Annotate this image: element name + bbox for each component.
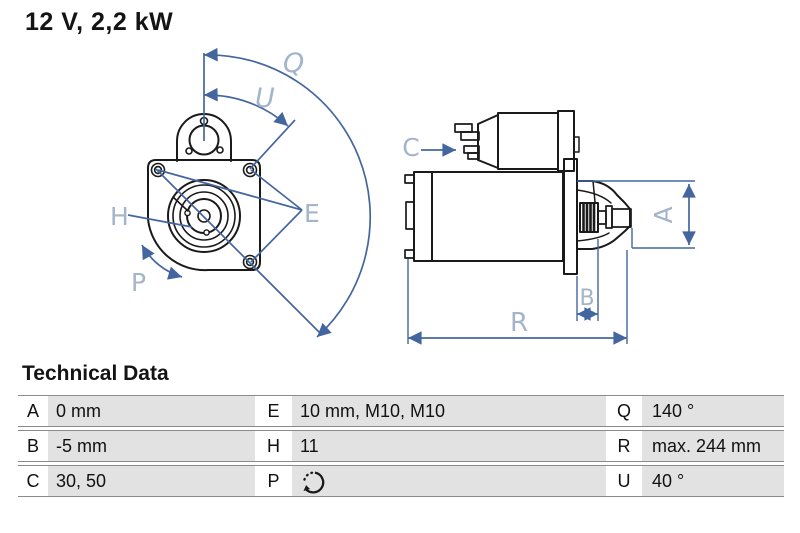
page-title: 12 V, 2,2 kW — [25, 8, 174, 36]
param-key-h: H — [255, 431, 292, 461]
dim-label-a: A — [649, 206, 678, 224]
front-view-dimensions — [128, 53, 370, 337]
param-value-p — [292, 466, 606, 496]
param-key-a: A — [18, 396, 48, 426]
dim-label-h: H — [110, 202, 129, 231]
dim-label-r: R — [509, 308, 529, 338]
param-value-a: 0 mm — [48, 396, 255, 426]
dim-label-u: U — [255, 83, 275, 114]
param-key-e: E — [255, 396, 292, 426]
param-key-r: R — [606, 431, 642, 461]
dim-label-q: Q — [283, 48, 305, 79]
table-row — [18, 395, 784, 427]
param-value-e: 10 mm, M10, M10 — [292, 396, 606, 426]
dim-label-c: C — [402, 133, 420, 162]
side-view-dimensions — [408, 150, 695, 344]
side-view-outline — [405, 111, 631, 274]
rotation-direction-icon — [300, 469, 327, 496]
dim-label-e: E — [304, 199, 320, 228]
param-value-r: max. 244 mm — [642, 431, 784, 461]
section-heading: Technical Data — [22, 362, 169, 385]
param-key-q: Q — [606, 396, 642, 426]
dim-label-p: P — [131, 268, 147, 297]
param-key-c: C — [18, 466, 48, 496]
table-row — [18, 430, 784, 462]
param-value-q: 140 ° — [642, 396, 784, 426]
param-value-h: 11 — [292, 431, 606, 461]
param-key-b: B — [18, 431, 48, 461]
table-row — [18, 465, 784, 497]
param-key-p: P — [255, 466, 292, 496]
param-value-c: 30, 50 — [48, 466, 255, 496]
param-value-u: 40 ° — [642, 466, 784, 496]
param-value-b: -5 mm — [48, 431, 255, 461]
dim-label-b: B — [579, 286, 595, 311]
technical-data-table — [18, 395, 784, 500]
param-key-u: U — [606, 466, 642, 496]
